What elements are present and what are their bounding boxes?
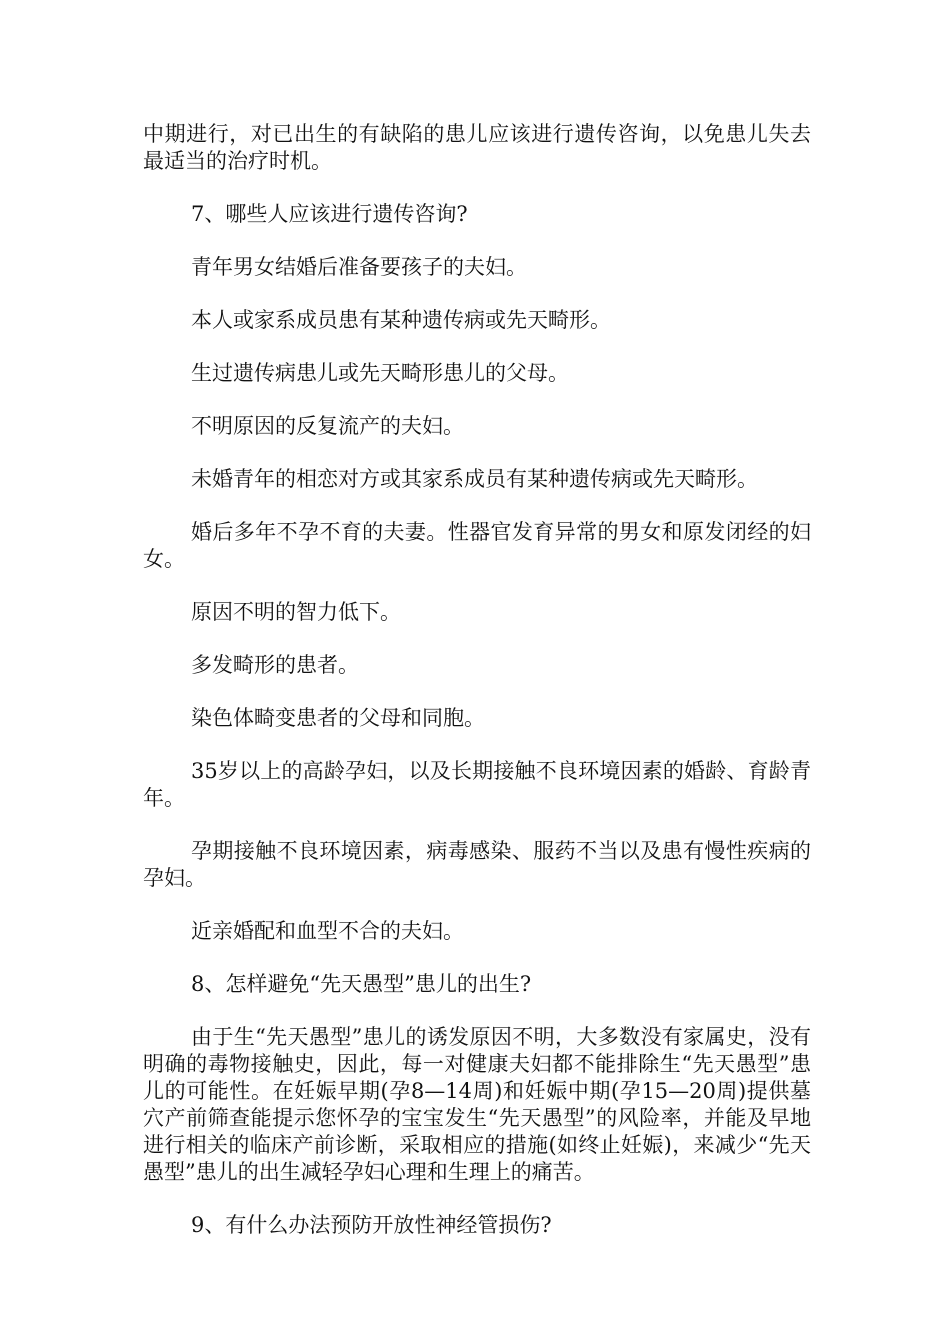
paragraph: 本人或家系成员患有某种遗传病或先天畸形。: [191, 308, 611, 332]
paragraph: 染色体畸变患者的父母和同胞。: [191, 706, 485, 730]
paragraph: 生过遗传病患儿或先天畸形患儿的父母。: [191, 361, 569, 385]
paragraph: 原因不明的智力低下。: [191, 600, 401, 624]
question-heading-9: 9、有什么办法预防开放性神经管损伤?: [191, 1213, 552, 1237]
question-heading-8: 8、怎样避免“先天愚型”患儿的出生?: [191, 972, 532, 996]
paragraph: 婚后多年不孕不育的夫妻。性器官发育异常的男女和原发闭经的妇女。: [143, 520, 811, 571]
paragraph: 青年男女结婚后准备要孩子的夫妇。: [191, 255, 527, 279]
paragraph: 不明原因的反复流产的夫妇。: [191, 414, 464, 438]
document-body: [143, 121, 811, 1265]
paragraph: 多发畸形的患者。: [191, 653, 359, 677]
question-heading-7: 7、哪些人应该进行遗传咨询?: [191, 202, 468, 226]
paragraph: 由于生“先天愚型”患儿的诱发原因不明，大多数没有家属史，没有明确的毒物接触史，因此，每一对健康夫妇都不能排除生“先天愚型”患儿的可能性。在妊娠早期(孕8—14周)和妊娠中期(孕15—20周)提供墓穴产前筛查能提示您怀孕的宝宝发生“先天愚型”的风险率，并能及早地进行相关的临床产前诊断，采取相应的措施(如终止妊娠)，来减少“先天愚型”患儿的出生减轻孕妇心理和生理上的痛苦。: [143, 1025, 811, 1184]
paragraph: 未婚青年的相恋对方或其家系成员有某种遗传病或先天畸形。: [191, 467, 758, 491]
paragraph: 近亲婚配和血型不合的夫妇。: [191, 919, 464, 943]
paragraph-continuation: 中期进行，对已出生的有缺陷的患儿应该进行遗传咨询，以免患儿失去最适当的治疗时机。: [143, 122, 811, 173]
paragraph: 孕期接触不良环境因素，病毒感染、服药不当以及患有慢性疾病的孕妇。: [143, 839, 811, 890]
paragraph: 35岁以上的高龄孕妇，以及长期接触不良环境因素的婚龄、育龄青年。: [143, 759, 811, 810]
